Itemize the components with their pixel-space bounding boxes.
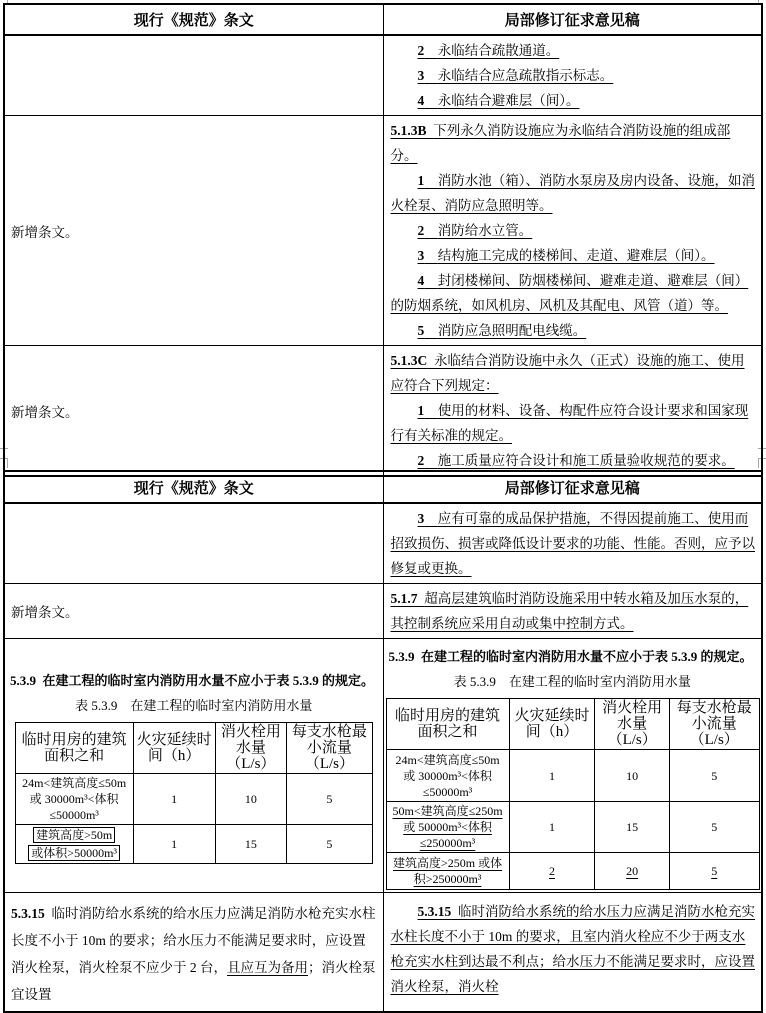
clause-text: 下列永久消防设施应为永临结合消防设施的组成部分。 [390,123,731,163]
nested-cell: 10 [215,773,286,824]
nested-cell: 10 [595,750,670,802]
underlined-revision-text: 且室内消火栓应不少于两支水枪充实水柱到达最不利点 [390,929,746,969]
nested-header-row [15,722,372,773]
nested-cell [509,853,595,890]
nested-cell: 5 [669,802,759,853]
item-text: 消防给水立管。 [437,223,533,238]
clause-text: ；消火栓泵宜设置 [11,960,376,1002]
revision-clause [391,118,758,168]
item-text: 施工质量应符合设计和施工质量验收规范的要求。 [437,453,735,468]
nested-col-header: 每支水枪最小流量（L/s） [669,699,759,750]
nested-cell: 1 [133,824,215,863]
nested-row [386,802,759,853]
nested-row [15,773,372,824]
underlined-revision-text: 2 [548,864,555,878]
current-code-cell [4,893,383,1013]
nested-cell: 24m<建筑高度≤50m 或 30000m³<体积≤50000m³ [386,750,509,802]
nested-cell [669,853,759,890]
item-text: 永临结合应急疏散指示标志。 [437,68,614,83]
item-number: 4 [417,93,425,108]
nested-table-caption: 表 5.3.9 在建工程的临时室内消防用水量 [453,674,691,689]
revision-cell [383,639,762,893]
current-code-cell: 新增条文。 [4,346,383,477]
item-number: 2 [417,453,425,468]
item-number: 3 [417,68,425,83]
nested-col-header: 消火栓用水量（L/s） [595,699,670,750]
item-number: 2 [417,43,425,58]
item-number: 4 [417,273,425,288]
revision-item [391,88,758,113]
column-header-revision-draft: 局部修订征求意见稿 [383,471,762,503]
revision-clause [391,348,758,398]
clause-text: 永临结合消防设施中永久（正式）设施的施工、使用应符合下列规定： [390,353,745,393]
clause-number: 5.3.9 [388,649,415,664]
clause-number: 5.3.15 [11,906,45,921]
nested-row [386,853,759,890]
item-text: 永临结合避难层（间）。 [437,93,580,108]
underlined-revision-text: 5 [711,864,718,878]
revision-cell [383,116,762,346]
revision-item [391,243,758,268]
nested-cell [595,853,670,890]
item-text: 使用的材料、设备、构配件应符合设计要求和国家现行有关标准的规定。 [390,403,749,443]
item-number: 1 [417,403,425,418]
item-number: 1 [417,173,425,188]
clause-5315-current [11,896,377,1008]
table-row [4,35,762,116]
boxed-revision-text: 或体积>50000m³ [28,845,120,861]
table-row [4,346,762,477]
nested-cell: 5 [287,824,373,863]
item-number: 2 [417,223,425,238]
nested-cell [15,824,133,863]
nested-col-header: 消火栓用水量（L/s） [215,722,286,773]
clause-text: 在建工程的临时室内消防用水量不应小于表 5.3.9 的规定。 [42,672,375,688]
nested-cell: 24m<建筑高度≤50m 或 30000m³<体积≤50000m³ [15,773,133,824]
underlined-revision-text: 50m<建筑高度≤250m 或 50000m³<体积≤250000m³ [392,804,503,850]
revision-cell [383,346,762,477]
revision-cell [383,35,762,116]
table-row [4,503,762,584]
clause-number: 5.1.7 [390,591,418,606]
revision-item [391,63,758,88]
table-header-row [4,471,762,503]
nested-cell: 1 [133,773,215,824]
item-text: 消防水池（箱）、消防水泵房及房内设备、设施，如消火栓泵、消防应急照明等。 [390,173,755,213]
revision-item [391,268,758,318]
comparison-table-1 [3,3,763,477]
nested-col-header: 火灾延续时间（h） [509,699,595,750]
revision-cell [383,893,762,1013]
nested-col-header: 火灾延续时间（h） [133,722,215,773]
clause-5315-revised [391,895,758,999]
revision-cell [383,584,762,639]
nested-cell: 15 [595,802,670,853]
clause-text: 临时消防给水系统的给水压力应满足消防水枪充实水柱长度不小于 10m 的要求， [390,904,755,944]
revision-item [391,506,758,581]
revision-clause [391,586,758,636]
nested-cell: 1 [509,802,595,853]
current-code-cell [4,503,383,584]
revision-item [391,398,758,448]
item-text: 封闭楼梯间、防烟楼梯间、避难走道、避难层（间）的防烟系统，如风机房、风机及其配电、风管（道）等。 [390,273,749,313]
underlined-revision-text: 建筑高度>250m 或体积>250000m³ [392,856,503,886]
nested-col-header: 临时用房的建筑面积之和 [386,699,509,750]
clause-text: 超高层建筑临时消防设施采用中转水箱及加压水泵的，其控制系统应采用自动或集中控制方式。 [390,591,749,631]
item-text: 结构施工完成的楼梯间、走道、避难层（间）。 [437,248,715,263]
item-text: 应有可靠的成品保护措施，不得因提前施工、使用而招致损伤、损害或降低设计要求的功能、性能。否则，应予以修复或更换。 [390,511,755,576]
clause-heading [10,670,381,692]
underlined-revision-text: 20 [626,864,639,878]
column-header-current-code: 现行《规范》条文 [4,4,383,35]
current-code-cell: 新增条文。 [4,116,383,346]
revision-cell [383,503,762,584]
column-header-current-code: 现行《规范》条文 [4,471,383,503]
clause-number: 5.3.15 [417,904,452,919]
revision-item [391,218,758,243]
water-consumption-table-revised [386,698,760,890]
nested-header-row [386,699,759,750]
item-text: 消防应急照明配电线缆。 [437,323,587,338]
clause-number: 5.3.9 [10,672,36,688]
item-number: 5 [417,323,425,338]
revision-item [391,38,758,63]
column-header-revision-draft: 局部修订征求意见稿 [383,4,762,35]
revision-item [391,318,758,343]
water-consumption-table-current [15,722,373,864]
table-header-row [4,4,762,35]
nested-row [386,750,759,802]
nested-cell [386,802,509,853]
item-number: 3 [417,248,425,263]
clause-text: 临时消防给水系统的给水压力应满足消防水枪充实水柱长度不小于 10m 的要求；给水压力不能满足要求时，应设置消火栓泵，消火栓泵不应少于 2 台， [11,906,376,975]
boxed-revision-text: 建筑高度>50m [33,827,115,843]
nested-cell [386,853,509,890]
clause-text: 在建工程的临时室内消防用水量不应小于表 5.3.9 的规定。 [421,649,753,664]
item-number: 3 [417,511,425,526]
nested-cell: 5 [287,773,373,824]
clause-number: 5.1.3B [390,123,427,138]
clause-heading [389,646,760,668]
item-text: 永临结合疏散通道。 [437,43,560,58]
underlined-text: 且应互为备用 [227,960,308,975]
nested-cell: 1 [509,750,595,802]
clause-number: 5.1.3C [390,353,428,368]
current-code-cell [4,35,383,116]
table-row [4,584,762,639]
table-row [4,116,762,346]
revision-item [391,168,758,218]
nested-row [15,824,372,863]
nested-cell: 5 [669,750,759,802]
current-code-cell [4,639,383,893]
table-row [4,893,762,1013]
nested-cell: 15 [215,824,286,863]
comparison-table-2 [3,470,763,1013]
nested-table-caption: 表 5.3.9 在建工程的临时室内消防用水量 [75,697,313,713]
clause-text: ；给水压力不能满足要求时，应设置消火栓泵，消火栓 [390,954,755,994]
nested-col-header: 临时用房的建筑面积之和 [15,722,133,773]
table-row [4,639,762,893]
nested-col-header: 每支水枪最小流量（L/s） [287,722,373,773]
current-code-cell: 新增条文。 [4,584,383,639]
